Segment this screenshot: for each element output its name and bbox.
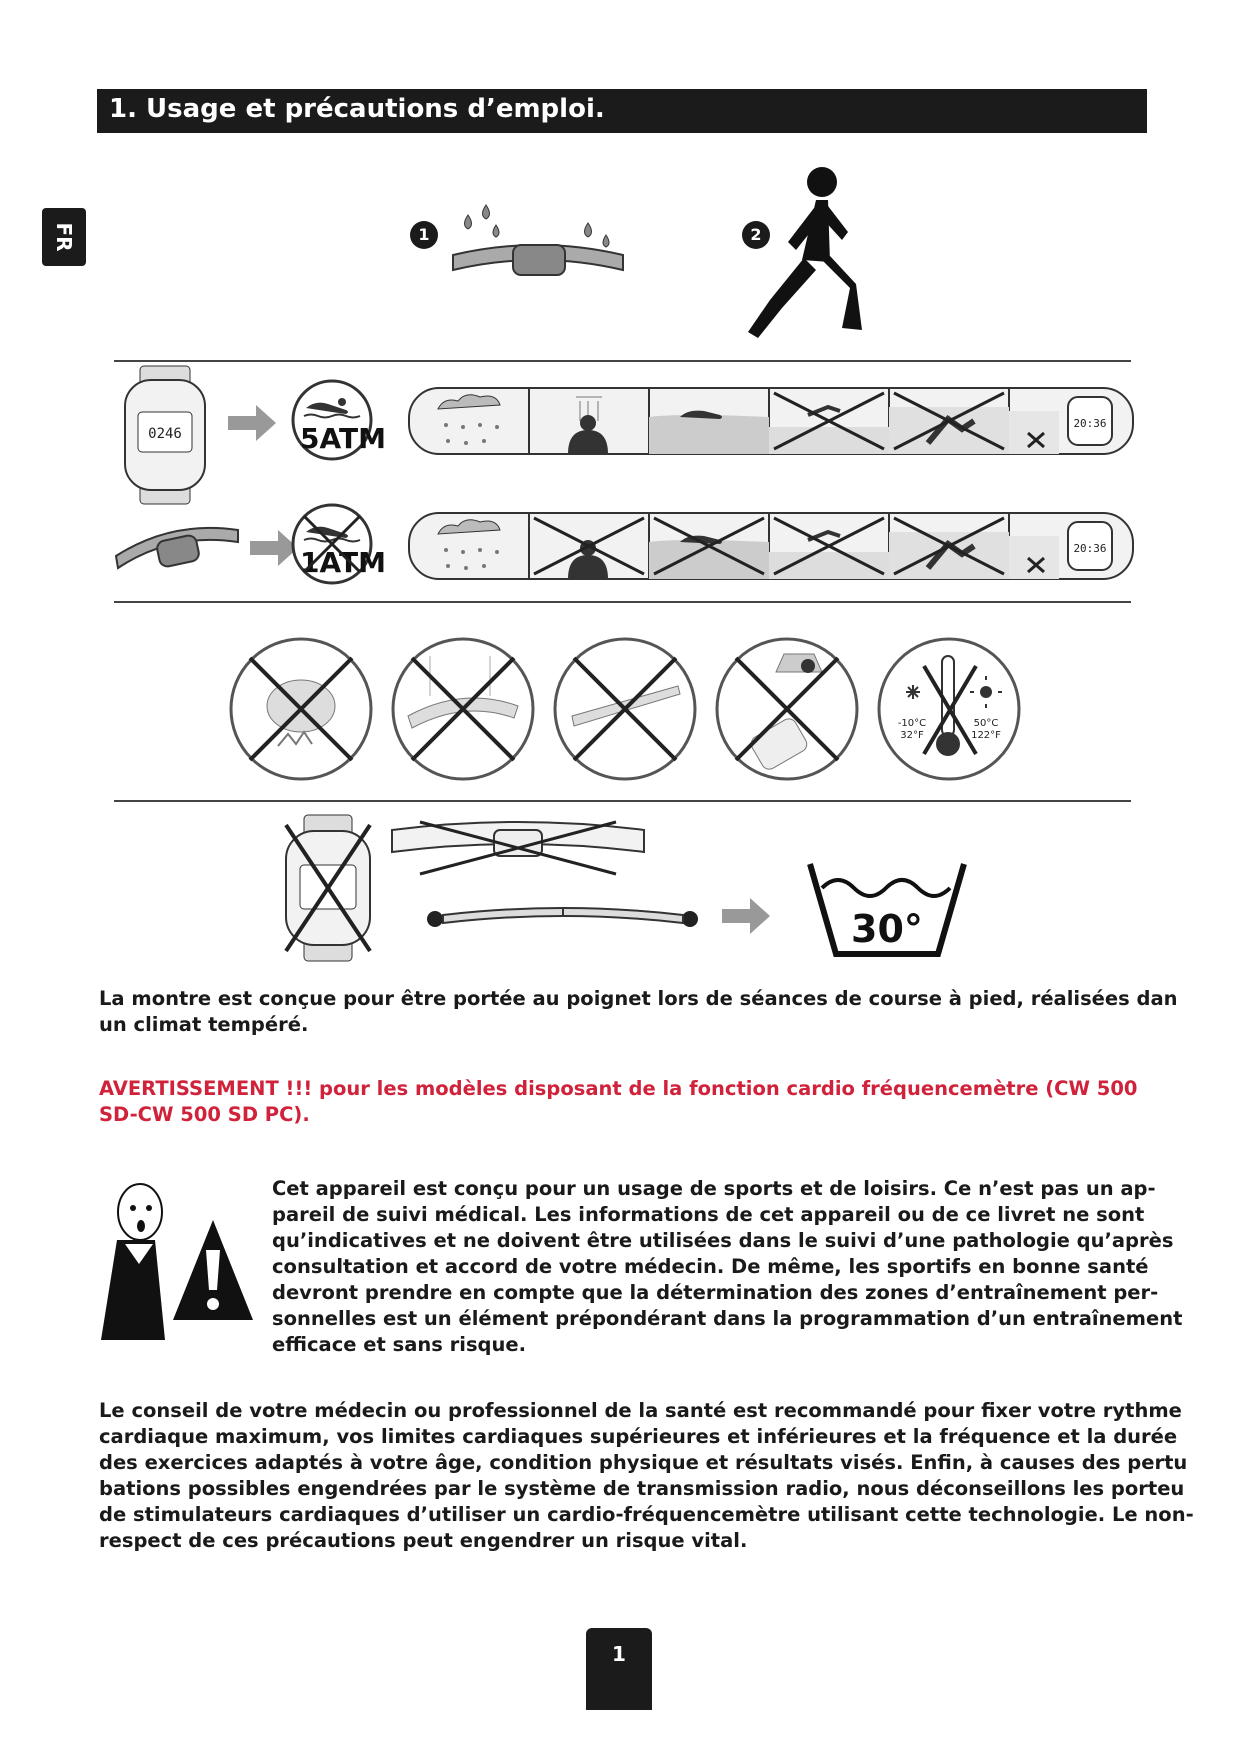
temp-high-f: 122°F bbox=[971, 730, 1001, 741]
wash-temp-text: 30° bbox=[851, 907, 923, 951]
wash-30-degrees-icon bbox=[806, 860, 968, 960]
wet-strap-icon bbox=[438, 195, 638, 295]
notice-line: pareil de suivi médical. Les informations de cet appareil ou de ce livret ne sont bbox=[272, 1203, 1145, 1226]
notice-line: efficace et sans risque. bbox=[272, 1333, 527, 1356]
strap-icon bbox=[112, 516, 242, 572]
notice-line: devront prendre en compte que la détermination des zones d’entraînement per- bbox=[272, 1281, 1159, 1304]
intro-line: La montre est conçue pour être portée au poignet lors de séances de course à pied, réalisées dan bbox=[99, 987, 1178, 1010]
step-badge-1: 1 bbox=[410, 221, 438, 249]
runner-icon bbox=[730, 160, 870, 350]
language-tab-label: FR bbox=[52, 222, 76, 252]
advice-line: Le conseil de votre médecin ou professionnel de la santé est recommandé pour fixer votre rythme bbox=[99, 1399, 1182, 1422]
strap-elastic-icon bbox=[425, 895, 700, 939]
divider-2 bbox=[114, 601, 1131, 603]
advice-line: cardiaque maximum, vos limites cardiaques supérieures et inférieures et la fréquence et la durée bbox=[99, 1425, 1178, 1448]
activity-strip-watch bbox=[408, 387, 1134, 455]
rating-strap-text: 1ATM bbox=[300, 546, 386, 579]
intro-line: un climat tempéré. bbox=[99, 1013, 309, 1036]
no-sharp-object-icon bbox=[552, 636, 698, 782]
page-number-tab bbox=[586, 1628, 652, 1710]
warning-line: SD-CW 500 SD PC). bbox=[99, 1103, 310, 1126]
notice-line: sonnelles est un élément prépondérant dans la programmation d’un entraînement bbox=[272, 1307, 1183, 1330]
no-impact-icon bbox=[228, 636, 374, 782]
watch-screen-text: 0246 bbox=[148, 426, 182, 442]
mini-watch-screen: 20:36 bbox=[1073, 417, 1107, 430]
arrow-right-icon bbox=[722, 898, 772, 934]
mini-watch-screen: 20:36 bbox=[1073, 542, 1107, 555]
section-title: 1. Usage et précautions d’emploi. bbox=[109, 94, 605, 124]
section-title-bar bbox=[97, 89, 1147, 133]
no-chemicals-icon bbox=[714, 636, 860, 782]
advice-line: respect de ces précautions peut engendrer un risque vital. bbox=[99, 1529, 748, 1552]
step-badge-2: 2 bbox=[742, 221, 770, 249]
notice-line: qu’indicatives et ne doivent être utilisées dans le suivi d’une pathologie qu’après bbox=[272, 1229, 1174, 1252]
warning-line: AVERTISSEMENT !!! pour les modèles disposant de la fonction cardio fréquencemètre (CW 500 bbox=[99, 1077, 1138, 1100]
watch-icon bbox=[120, 366, 210, 506]
page-number: 1 bbox=[612, 1642, 626, 1666]
rating-watch-text: 5ATM bbox=[300, 422, 386, 455]
intro-paragraph bbox=[99, 986, 1235, 1038]
warning-person-icon bbox=[95, 1170, 255, 1350]
language-tab bbox=[42, 208, 86, 266]
notice-line: Cet appareil est conçu pour un usage de sports et de loisirs. Ce n’est pas un ap- bbox=[272, 1177, 1156, 1200]
temp-high-c: 50°C bbox=[973, 718, 999, 729]
advice-line: de stimulateurs cardiaques d’utiliser un cardio-fréquencemètre utilisant cette technologie. Le non- bbox=[99, 1503, 1194, 1526]
temperature-limits-icon bbox=[876, 636, 1022, 782]
notice-paragraph bbox=[272, 1176, 1235, 1358]
warning-paragraph bbox=[99, 1076, 1235, 1128]
advice-paragraph bbox=[99, 1398, 1235, 1554]
no-wash-watch-icon bbox=[280, 815, 376, 961]
no-wash-strap-icon bbox=[390, 818, 646, 880]
arrow-right-icon bbox=[228, 405, 278, 441]
advice-line: bations possibles engendrées par le système de transmission radio, nous déconseillons les porteu bbox=[99, 1477, 1185, 1500]
no-bending-strap-icon bbox=[390, 636, 536, 782]
temp-low-c: -10°C bbox=[897, 718, 927, 729]
divider-1 bbox=[114, 360, 1131, 362]
notice-line: consultation et accord de votre médecin. De même, les sportifs en bonne santé bbox=[272, 1255, 1149, 1278]
temp-low-f: 32°F bbox=[900, 730, 924, 741]
divider-3 bbox=[114, 800, 1131, 802]
advice-line: des exercices adaptés à votre âge, condition physique et résultats visés. Enfin, à causes des pertu bbox=[99, 1451, 1188, 1474]
activity-strip-strap bbox=[408, 512, 1134, 580]
water-resistance-5atm-icon bbox=[290, 378, 386, 462]
water-resistance-1atm-icon bbox=[290, 502, 386, 586]
